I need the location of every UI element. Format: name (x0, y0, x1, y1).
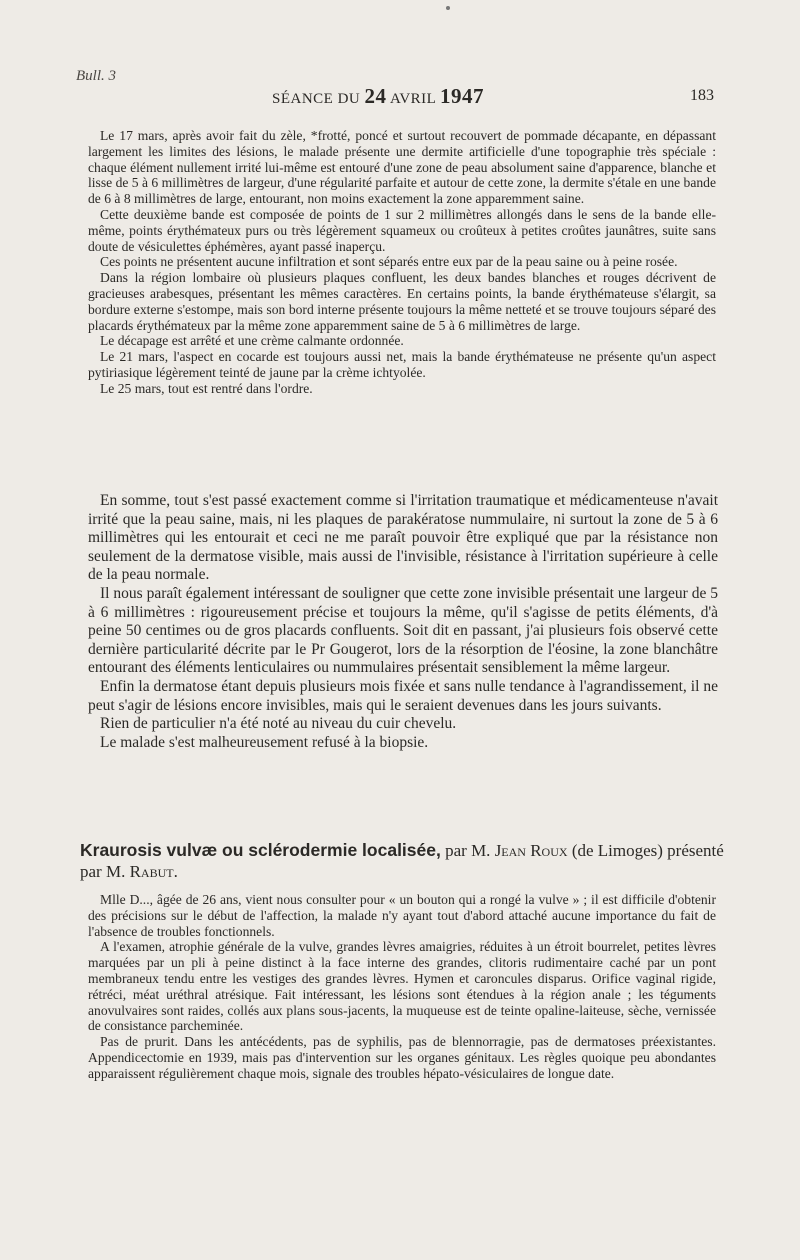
paragraph: Le 21 mars, l'aspect en cocarde est toujours aussi net, mais la bande érythémateuse ne présente qu'un aspect pytiriasique légèrement teinté de jaune par la crème ichtyolée. (88, 349, 716, 380)
author-name: Jean Roux (494, 841, 568, 860)
paragraph: Il nous paraît également intéressant de souligner que cette zone invisible présentait une largeur de 5 à 6 millimètres : rigoureusement précise et toujours la même, qu'il s'agisse de petits éléments, d'à peine 50 centimes ou de gros placards confluents. Soit dit en passant, j'ai plusieurs fois observé cette dernière particularité décrite par le Pr Gougerot, lors de la résorption de l'éosine, la zone blanchâtre entourant des éléments lenticulaires ou nummulaires présentait sensiblement la même largeur. (88, 584, 718, 677)
paragraph: Dans la région lombaire où plusieurs plaques confluent, les deux bandes blanches et rouges décrivent de gracieuses arabesques, présentant les mêmes caractères. En certains points, la bande érythémateuse s'élargit, sa bordure externe s'estompe, mais son bord interne présente toujours la même netteté et se trouve toujours séparé des placards érythémateux par la même zone apparemment saine de 5 à 6 millimètres de large. (88, 270, 716, 333)
paragraph: Le 25 mars, tout est rentré dans l'ordre. (100, 380, 313, 396)
paragraph: Cette deuxième bande est composée de points de 1 sur 2 millimètres allongés dans le sens de la bande elle-même, points érythémateux purs ou très légèrement squameux ou croûteux à petites croûtes jaunâtres, suite sans doute de vésiculettes éphémères, ayant passé inaperçu. (88, 206, 716, 254)
print-speck (446, 6, 450, 10)
section-title-text: par M. (440, 841, 495, 860)
paragraph: Le malade s'est malheureusement refusé à la biopsie. (100, 733, 429, 751)
section-title-text: (de Limoges) présenté par M. (80, 841, 724, 881)
presenter-name: Rabut (129, 862, 174, 881)
running-month: AVRIL (386, 91, 441, 107)
paragraph: Mlle D..., âgée de 26 ans, vient nous consulter pour « un bouton qui a rongé la vulve » ; il est difficile d'obtenir des précisions sur le début de l'affection, la malade n'y ayant tout d'abord attaché aucune importance du fait de l'absence de troubles fonctionnels. (88, 892, 716, 939)
paragraph: Ces points ne présentent aucune infiltration et sont séparés entre eux par de la peau saine ou à peine rosée. (100, 254, 678, 270)
running-day: 24 (364, 84, 387, 108)
case-report (88, 892, 716, 1082)
section-title-bold: Kraurosis vulvæ ou sclérodermie localisée, (80, 840, 441, 860)
observation-notes (88, 128, 716, 397)
section-heading (80, 840, 730, 882)
running-header (272, 84, 484, 109)
paragraph: Rien de particulier n'a été noté au niveau du cuir chevelu. (100, 715, 457, 733)
paragraph: Le décapage est arrêté et une crème calmante ordonnée. (100, 333, 404, 349)
paragraph: En somme, tout s'est passé exactement comme si l'irritation traumatique et médicamenteuse n'avait irrité que la peau saine, mais, ni les plaques de parakératose nummulaire, ni surtout la zone de 5 à 6 millimètres qui les entourait et ceci ne me paraît pouvoir être expliqué que par la résistance non seulement de la dermatose visible, mais aussi de l'invisible, résistance à l'irritation supérieure à celle de la peau normale. (88, 492, 718, 584)
page-number: 183 (690, 87, 714, 104)
paragraph: Enfin la dermatose étant depuis plusieurs mois fixée et sans nulle tendance à l'agrandissement, il ne peut s'agir de lésions encore invisibles, mais qui le seraient devenues dans les jours suivants. (88, 677, 718, 714)
running-year: 1947 (440, 84, 485, 108)
volume-note: Bull. 3 (76, 68, 116, 84)
paragraph: A l'examen, atrophie générale de la vulve, grandes lèvres amaigries, réduites à un étroit bourrelet, petites lèvres marquées par un pli à peine distinct à la face interne des grandes, clitoris rudimentaire caché par un pont membraneux tendu entre les vestiges des grandes lèvres. Hymen et caroncules disparus. Orifice vaginal rigide, rétréci, méat uréthral atrésique. Fait intéressant, les lésions sont étendues à la région anale ; les téguments anovulvaires sont raides, collés aux plans sous-jacents, la muqueuse est de teinte opaline-laiteuse, sèche, vernissée de consistance parcheminée. (88, 939, 716, 1034)
section-title-end: . (173, 862, 178, 881)
paragraph: Le 17 mars, après avoir fait du zèle, *frotté, poncé et surtout recouvert de pommade décapante, en dépassant largement les limites des lésions, le malade présente une dermite artificielle d'une topographie très spéciale : chaque élément nullement irrité lui-même est entouré d'une zone de peau absolument saine d'apparence, blanche et lisse de 5 à 6 millimètres de largeur, d'une régularité parfaite et autour de cette zone, la dermite s'étale en une bande de 6 à 8 millimètres de large, entourant, non moins exactement la zone apparemment saine. (88, 128, 717, 207)
running-prefix: SÉANCE DU (272, 91, 365, 107)
paragraph: Pas de prurit. Dans les antécédents, pas de syphilis, pas de blennorragie, pas de dermatoses préexistantes. Appendicectomie en 1939, mais pas d'intervention sur les organes génitaux. Les règles quoique peu abondantes apparaissent régulièrement chaque mois, signale des troubles hépato-vésiculaires de longue date. (88, 1034, 716, 1081)
discussion-text (88, 492, 718, 752)
